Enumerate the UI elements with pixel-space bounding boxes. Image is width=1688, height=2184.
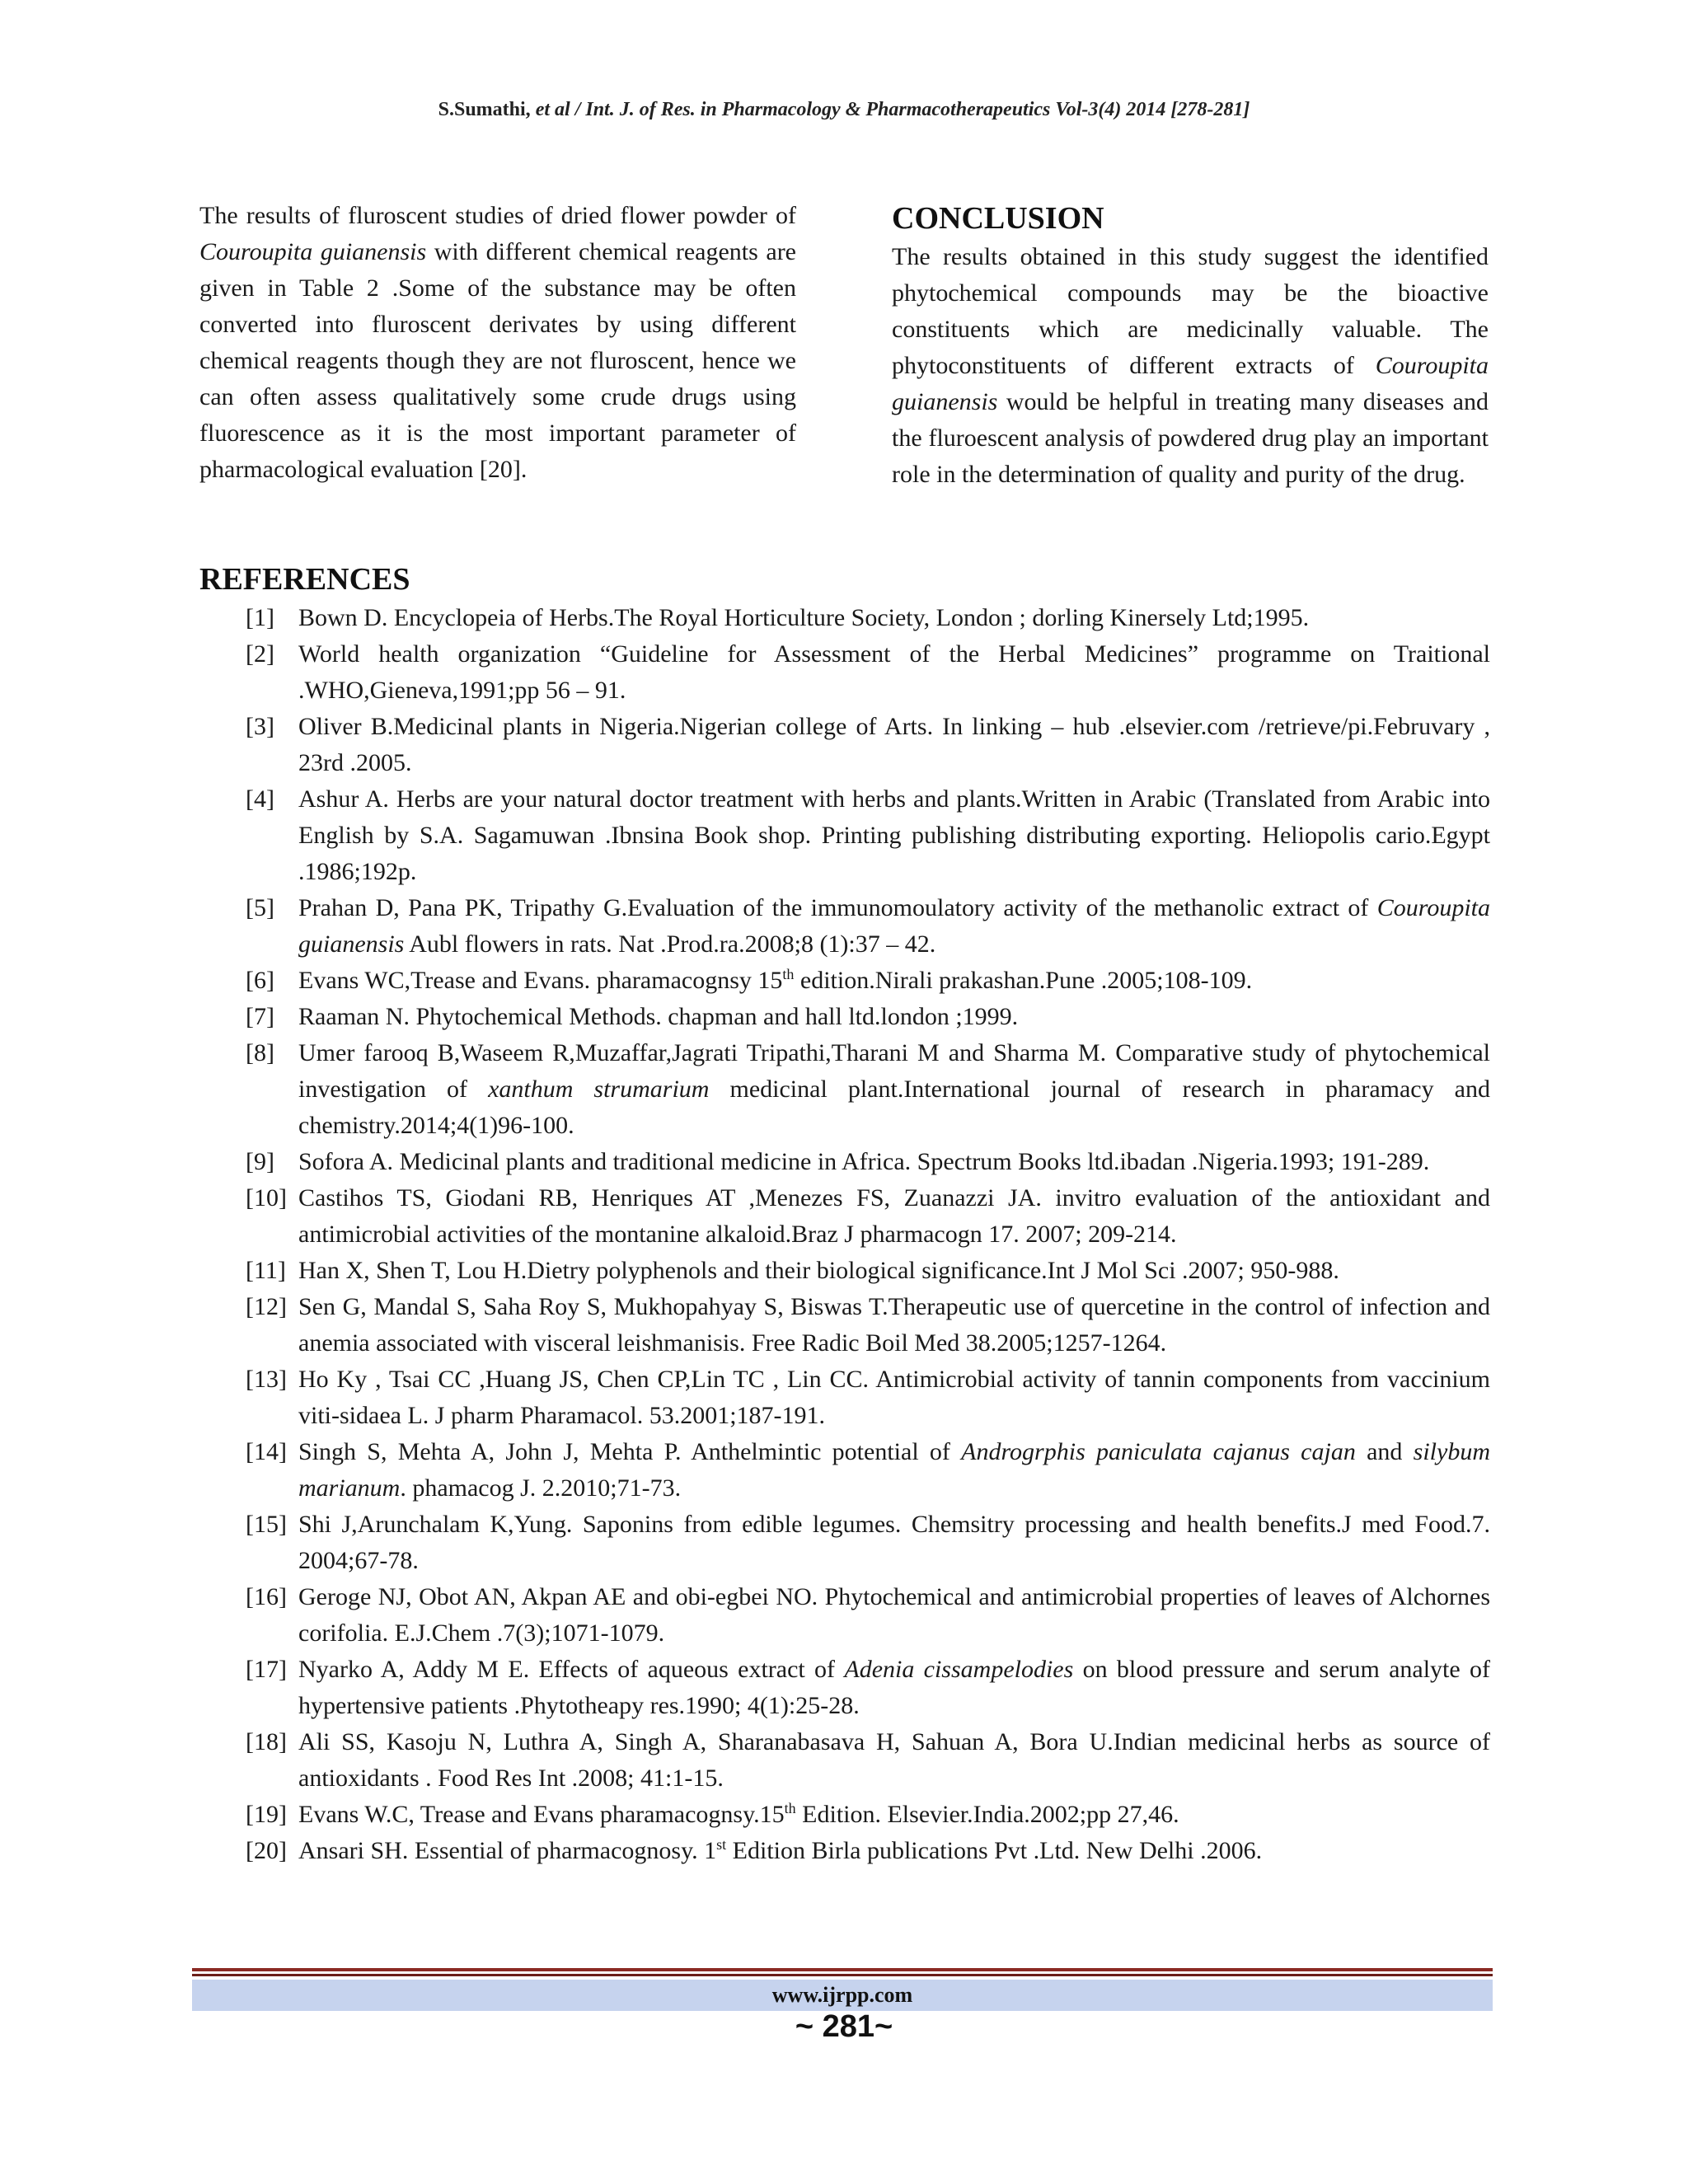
reference-item: [246, 999, 1490, 1035]
reference-text: Nyarko A, Addy M E. Effects of aqueous extract of Adenia cissampelodies on blood pressure and serum analyte of hypertensive patients .Phytotheapy res.1990; 4(1):25-28.: [298, 1656, 1490, 1719]
conclusion-paragraph: The results obtained in this study suggest the identified phytochemical compounds may be the bioactive constituents which are medicinally valuable. The phytoconstituents of different extracts of Couroupita guianensis would be helpful in treating many diseases and the fluroescent analysis of powdered drug play an important role in the determination of quality and purity of the drug.: [892, 243, 1489, 488]
reference-item: [246, 1253, 1490, 1289]
header-etal: et al: [530, 99, 570, 120]
reference-item: [246, 636, 1490, 709]
species-name: Couroupita guianensis: [199, 238, 427, 265]
reference-item: [246, 1180, 1490, 1253]
conclusion-heading: CONCLUSION: [892, 201, 1104, 236]
reference-number: [14]: [246, 1438, 287, 1465]
reference-text: Oliver B.Medicinal plants in Nigeria.Nigerian college of Arts. In linking – hub .elsevier.com /retrieve/pi.Februvary , 23rd .2005.: [298, 713, 1490, 776]
reference-text: Han X, Shen T, Lou H.Dietry polyphenols and their biological significance.Int J Mol Sci .2007; 950-988.: [298, 1257, 1339, 1284]
reference-item: [246, 1144, 1490, 1180]
reference-number: [2]: [246, 640, 274, 668]
reference-item: [246, 1434, 1490, 1507]
reference-item: [246, 709, 1490, 781]
reference-item: [246, 963, 1490, 999]
reference-list: [246, 600, 1490, 1869]
reference-text: Ansari SH. Essential of pharmacognosy. 1st Edition Birla publications Pvt .Ltd. New Delhi .2006.: [298, 1836, 1263, 1864]
reference-number: [13]: [246, 1366, 287, 1393]
reference-item: [246, 1833, 1490, 1869]
reference-number: [12]: [246, 1293, 287, 1320]
reference-number: [7]: [246, 1003, 274, 1030]
reference-text: Castihos TS, Giodani RB, Henriques AT ,Menezes FS, Zuanazzi JA. invitro evaluation of the antioxidant and antimicrobial activities of the montanine alkaloid.Braz J pharmacogn 17. 2007; 209-214.: [298, 1184, 1490, 1248]
reference-item: [246, 1579, 1490, 1652]
reference-text: Evans W.C, Trease and Evans pharamacognsy.15th Edition. Elsevier.India.2002;pp 27,46.: [298, 1800, 1179, 1828]
reference-number: [11]: [246, 1257, 286, 1284]
reference-number: [18]: [246, 1728, 287, 1755]
references-heading: REFERENCES: [199, 562, 410, 597]
reference-item: [246, 600, 1490, 636]
reference-text: Evans WC,Trease and Evans. pharamacognsy 15th edition.Nirali prakashan.Pune .2005;108-109.: [298, 966, 1253, 994]
reference-number: [16]: [246, 1583, 287, 1610]
reference-number: [3]: [246, 713, 274, 740]
reference-text: Shi J,Arunchalam K,Yung. Saponins from edible legumes. Chemsitry processing and health benefits.J med Food.7. 2004;67-78.: [298, 1511, 1490, 1574]
reference-number: [15]: [246, 1511, 287, 1538]
reference-item: [246, 1652, 1490, 1724]
reference-item: [246, 1724, 1490, 1797]
reference-number: [1]: [246, 604, 274, 631]
reference-number: [10]: [246, 1184, 287, 1212]
footer-rule: [192, 1968, 1493, 1971]
reference-text: Singh S, Mehta A, John J, Mehta P. Anthelmintic potential of Androgrphis paniculata cajanus cajan and silybum marianum. phamacog J. 2.2010;71-73.: [298, 1438, 1490, 1502]
reference-number: [19]: [246, 1801, 287, 1828]
header-author: S.Sumathi,: [438, 99, 531, 120]
reference-number: [6]: [246, 967, 274, 994]
reference-text: World health organization “Guideline for Assessment of the Herbal Medicines” programme on Traitional .WHO,Gieneva,1991;pp 56 – 91.: [298, 640, 1490, 704]
reference-text: Ali SS, Kasoju N, Luthra A, Singh A, Sharanabasava H, Sahuan A, Bora U.Indian medicinal herbs as source of antioxidants . Food Res Int .2008; 41:1-15.: [298, 1728, 1490, 1792]
page-number: ~ 281~: [795, 2009, 893, 2044]
reference-number: [5]: [246, 894, 274, 921]
reference-number: [17]: [246, 1656, 287, 1683]
fluorescence-paragraph: The results of fluroscent studies of dried flower powder of Couroupita guianensis with different chemical reagents are given in Table 2 .Some of the substance may be often converted into fluroscent derivates by using different chemical reagents though they are not fluroscent, hence we can often assess qualitatively some crude drugs using fluorescence as it is the most important parameter of pharmacological evaluation [20].: [199, 202, 796, 483]
reference-item: [246, 1507, 1490, 1579]
right-column: [892, 198, 1489, 493]
reference-text: Geroge NJ, Obot AN, Akpan AE and obi-egbei NO. Phytochemical and antimicrobial properties of leaves of Alchornes corifolia. E.J.Chem .7(3);1071-1079.: [298, 1583, 1490, 1647]
reference-item: [246, 1797, 1490, 1833]
reference-text: Ho Ky , Tsai CC ,Huang JS, Chen CP,Lin TC , Lin CC. Antimicrobial activity of tannin components from vaccinium viti-sidaea L. J pharm Pharamacol. 53.2001;187-191.: [298, 1366, 1490, 1429]
running-header: [0, 99, 1688, 121]
reference-text: Umer farooq B,Waseem R,Muzaffar,Jagrati Tripathi,Tharani M and Sharma M. Comparative study of phytochemical investigation of xanthum strumarium medicinal plant.International journal of research in pharamacy and chemistry.2014;4(1)96-100.: [298, 1039, 1490, 1139]
header-journal: / Int. J. of Res. in Pharmacology & Pharmacotherapeutics Vol-3(4) 2014 [278-281]: [570, 99, 1250, 120]
reference-text: Bown D. Encyclopeia of Herbs.The Royal Horticulture Society, London ; dorling Kinersely Ltd;1995.: [298, 604, 1310, 631]
reference-text: Sofora A. Medicinal plants and traditional medicine in Africa. Spectrum Books ltd.ibadan .Nigeria.1993; 191-289.: [298, 1148, 1430, 1175]
left-column: [199, 198, 796, 488]
footer-website: www.ijrpp.com: [192, 1980, 1493, 2011]
reference-item: [246, 1035, 1490, 1144]
species-name: Couroupita guianensis: [892, 352, 1489, 415]
footer-rule: [192, 1974, 1493, 1976]
reference-number: [20]: [246, 1837, 287, 1864]
reference-number: [4]: [246, 785, 274, 813]
reference-number: [9]: [246, 1148, 274, 1175]
reference-item: [246, 890, 1490, 963]
reference-item: [246, 1361, 1490, 1434]
reference-text: Sen G, Mandal S, Saha Roy S, Mukhopahyay S, Biswas T.Therapeutic use of quercetine in the control of infection and anemia associated with visceral leishmanisis. Free Radic Boil Med 38.2005;1257-1264.: [298, 1293, 1490, 1357]
reference-text: Raaman N. Phytochemical Methods. chapman and hall ltd.london ;1999.: [298, 1003, 1019, 1030]
reference-item: [246, 1289, 1490, 1361]
reference-text: Ashur A. Herbs are your natural doctor treatment with herbs and plants.Written in Arabic (Translated from Arabic into English by S.A. Sagamuwan .Ibnsina Book shop. Printing publishing distributing exporting. Heliopolis cario.Egypt .1986;192p.: [298, 785, 1490, 885]
reference-text: Prahan D, Pana PK, Tripathy G.Evaluation of the immunomoulatory activity of the methanolic extract of Couroupita guianensis Aubl flowers in rats. Nat .Prod.ra.2008;8 (1):37 – 42.: [298, 894, 1490, 958]
reference-number: [8]: [246, 1039, 274, 1066]
reference-item: [246, 781, 1490, 890]
